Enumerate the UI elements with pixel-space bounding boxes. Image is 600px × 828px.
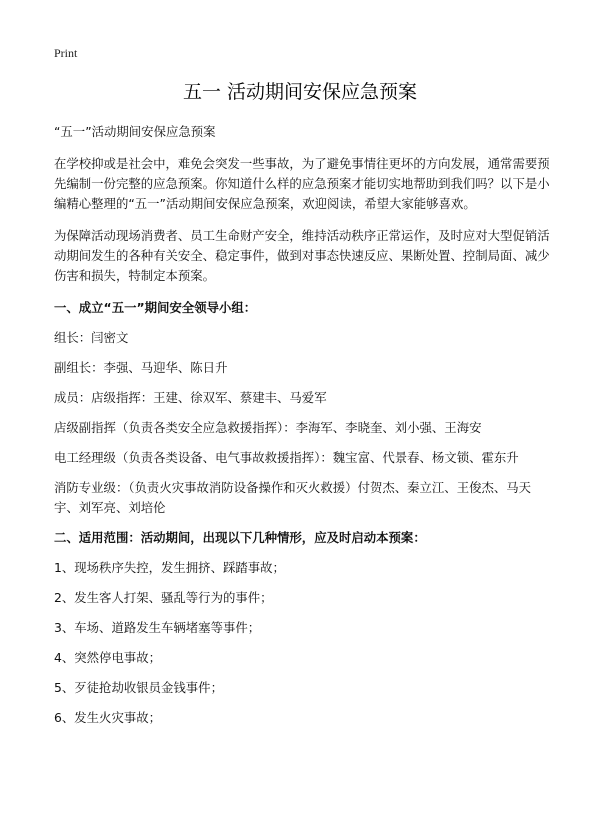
list-item: 3、车场、道路发生车辆堵塞等事件； bbox=[54, 620, 261, 635]
list-item: 2、发生客人打架、骚乱等行为的事件； bbox=[54, 590, 273, 605]
list-item: 6、发生火灾事故； bbox=[54, 710, 162, 725]
section1-line: 店级副指挥（负责各类安全应急救援指挥）：李海军、李晓奎、刘小强、王海安 bbox=[54, 420, 482, 435]
list-item: 4、突然停电事故； bbox=[54, 650, 162, 665]
list-item: 5、歹徒抢劫收银员金钱事件； bbox=[54, 680, 223, 695]
section2-heading: 二、适用范围：活动期间，出现以下几种情形，应及时启动本预案： bbox=[54, 530, 426, 545]
section1-heading: 一、成立“五一”期间安全领导小组： bbox=[54, 300, 257, 315]
list-item: 1、现场秩序失控，发生拥挤、踩踏事故； bbox=[54, 560, 285, 575]
print-link[interactable]: Print bbox=[54, 46, 78, 60]
document-body bbox=[54, 122, 550, 738]
purpose-paragraph: 为保障活动现场消费者、员工生命财产安全，维持活动秩序正常运作，及时应对大型促销活动期间发生的各种有关安全、稳定事件，做到对事态快速反应、果断处置、控制局面、减少伤害和损失，特制定本预案。 bbox=[54, 228, 550, 283]
page-title: 五一 活动期间安保应急预案 bbox=[182, 81, 418, 103]
intro-paragraph: 在学校抑或是社会中，难免会突发一些事故，为了避免事情往更坏的方向发展，通常需要预先编制一份完整的应急预案。你知道什么样的应急预案才能切实地帮助到我们吗？以下是小编精心整理的“五一”活动期间安保应急预案，欢迎阅读，希望大家能够喜欢。 bbox=[54, 156, 550, 211]
section1-line: 组长：闫密文 bbox=[54, 330, 129, 345]
section1-line: 电工经理级（负责各类设备、电气事故救援指挥）：魏宝富、代景春、杨文锁、霍东升 bbox=[54, 450, 519, 465]
document-subtitle: “五一”活动期间安保应急预案 bbox=[54, 124, 216, 139]
section1-line: 成员：店级指挥：王建、徐双军、蔡建丰、马爱军 bbox=[54, 390, 327, 405]
section1-line: 副组长：李强、马迎华、陈日升 bbox=[54, 360, 228, 375]
section1-line: 消防专业级：（负责火灾事故消防设备操作和灭火救援）付贺杰、秦立江、王俊杰、马天宇、刘军亮、刘培伦 bbox=[54, 480, 532, 515]
